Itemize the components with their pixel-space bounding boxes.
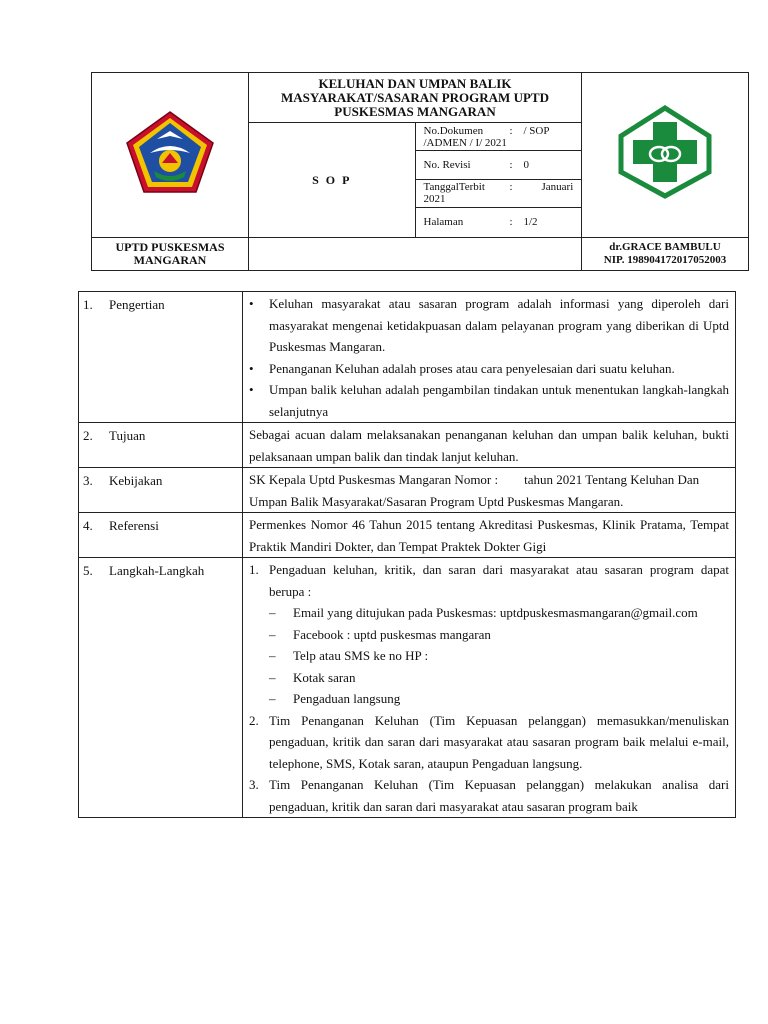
row-text: SK Kepala Uptd Puskesmas Mangaran Nomor : tahun 2021 Tentang Keluhan Dan Umpan Balik Masyarakat/Sasaran Program Uptd Puskesmas Mangaran. (243, 468, 736, 513)
puskesmas-logo-cell (582, 73, 749, 238)
list-item: – Email yang ditujukan pada Puskesmas: uptdpuskesmasmangaran@gmail.com (269, 605, 698, 620)
document-title: KELUHAN DAN UMPAN BALIK MASYARAKAT/SASARAN PROGRAM UPTD PUSKESMAS MANGARAN (249, 73, 582, 123)
list-item: – Kotak saran (269, 669, 356, 685)
list-item: 3. Tim Penanganan Keluhan (Tim Kepuasan pelanggan) melakukan analisa dari pengaduan, kritik dan saran dari masyarakat atau sasaran program baik (249, 777, 729, 814)
meta-revision: No. Revisi : 0 (415, 151, 582, 179)
signer-nip: NIP. 198904172017052003 (603, 253, 727, 266)
row-langkah: 5. Langkah-Langkah 1. Pengaduan keluhan, kritik, dan saran dari masyarakat atau sasaran program dapat berupa : – Email yang ditujukan pada Puskesmas: uptdpuskesmasmangaran@gmail.com – Facebook : uptd puskesmas mangaran – Telp atau SMS ke no HP : – Kotak saran – Pengaduan langsung 2. Tim Penanganan Keluhan (Tim Kepuasan pelanggan) memasukkan/menuliskan pengaduan, kritik dan saran dari masyarakat atau sasaran program baik melalui e-mail, telephone, SMS, Kotak saran, ataupun Pengaduan langsung. 3. Tim Penanganan Keluhan (Tim Kepuasan pelanggan) melakukan analisa dari pengaduan, kritik dan saran dari masyarakat atau sasaran program baik (79, 558, 736, 818)
sop-content-table (78, 291, 736, 818)
list-item: – Telp atau SMS ke no HP : (269, 648, 429, 663)
row-referensi: 4. Referensi Permenkes Nomor 46 Tahun 2015 tentang Akreditasi Puskesmas, Klinik Pratama, Tempat Praktik Mandiri Dokter, dan Tempat Praktek Dokter Gigi (79, 513, 736, 558)
list-item: – Facebook : uptd puskesmas mangaran (269, 626, 491, 642)
row-pengertian: 1. Pengertian • Keluhan masyarakat atau sasaran program adalah informasi yang diperoleh dari masyarakat mengenai ketidakpuasan dalam pelayanan program yang diberikan di Uptd Puskesmas Mangaran. • Penanganan Keluhan adalah proses atau cara penyelesaian dari suatu keluhan. • Umpan balik keluhan adalah pengambilan tindakan untuk menentukan langkah-langkah selanjutnya (79, 292, 736, 423)
regency-seal-cell (92, 73, 249, 238)
signer-block (582, 237, 749, 270)
list-item: – Pengaduan langsung (269, 691, 401, 706)
list-item: 2. Tim Penanganan Keluhan (Tim Kepuasan pelanggan) memasukkan/menuliskan pengaduan, kritik dan saran dari masyarakat atau sasaran program baik melalui e-mail, telephone, SMS, Kotak saran, ataupun Pengaduan langsung. (249, 712, 729, 771)
list-item: • Penanganan Keluhan adalah proses atau cara penyelesaian dari suatu keluhan. (249, 360, 675, 376)
row-label: Tujuan (109, 428, 146, 443)
signer-name: dr.GRACE BAMBULU (609, 240, 721, 253)
meta-document-number: No.Dokumen : / SOP /ADMEN / I/ 2021 (415, 123, 582, 151)
sop-label: S O P (249, 123, 416, 238)
row-text: Sebagai acuan dalam melaksanakan penanganan keluhan dan umpan balik keluhan, bukti pelaksanaan umpan balik dan tindak lanjut keluhan. (243, 423, 736, 468)
row-kebijakan: 3. Kebijakan SK Kepala Uptd Puskesmas Mangaran Nomor : tahun 2021 Tentang Keluhan Dan Umpan Balik Masyarakat/Sasaran Program Uptd Puskesmas Mangaran. (79, 468, 736, 513)
row-label: Pengertian (109, 297, 165, 312)
puskesmas-logo-icon (615, 104, 715, 200)
row-label: Langkah-Langkah (109, 563, 205, 578)
row-label: Referensi (109, 518, 159, 533)
regency-seal-icon (124, 109, 216, 195)
list-item: 1. Pengaduan keluhan, kritik, dan saran dari masyarakat atau sasaran program dapat berupa : (249, 562, 729, 599)
meta-page: Halaman : 1/2 (415, 207, 582, 237)
page-bottom-whitespace (0, 888, 768, 1024)
sop-header-table (91, 72, 749, 271)
row-text: Permenkes Nomor 46 Tahun 2015 tentang Akreditasi Puskesmas, Klinik Pratama, Tempat Praktik Mandiri Dokter, dan Tempat Praktek Dokter Gigi (243, 513, 736, 558)
list-item: • Keluhan masyarakat atau sasaran program adalah informasi yang diperoleh dari masyarakat mengenai ketidakpuasan dalam pelayanan program yang diberikan di Uptd Puskesmas Mangaran. (249, 296, 729, 354)
row-tujuan: 2. Tujuan Sebagai acuan dalam melaksanakan penanganan keluhan dan umpan balik keluhan, bukti pelaksanaan umpan balik dan tindak lanjut keluhan. (79, 423, 736, 468)
meta-issue-date: TanggalTerbit : Januari 2021 (415, 179, 582, 207)
list-item: • Umpan balik keluhan adalah pengambilan tindakan untuk menentukan langkah-langkah selanjutnya (249, 382, 729, 419)
unit-name: UPTD PUSKESMAS MANGARAN (92, 237, 249, 270)
row-label: Kebijakan (109, 473, 163, 488)
blank-footer-cell (249, 237, 582, 270)
